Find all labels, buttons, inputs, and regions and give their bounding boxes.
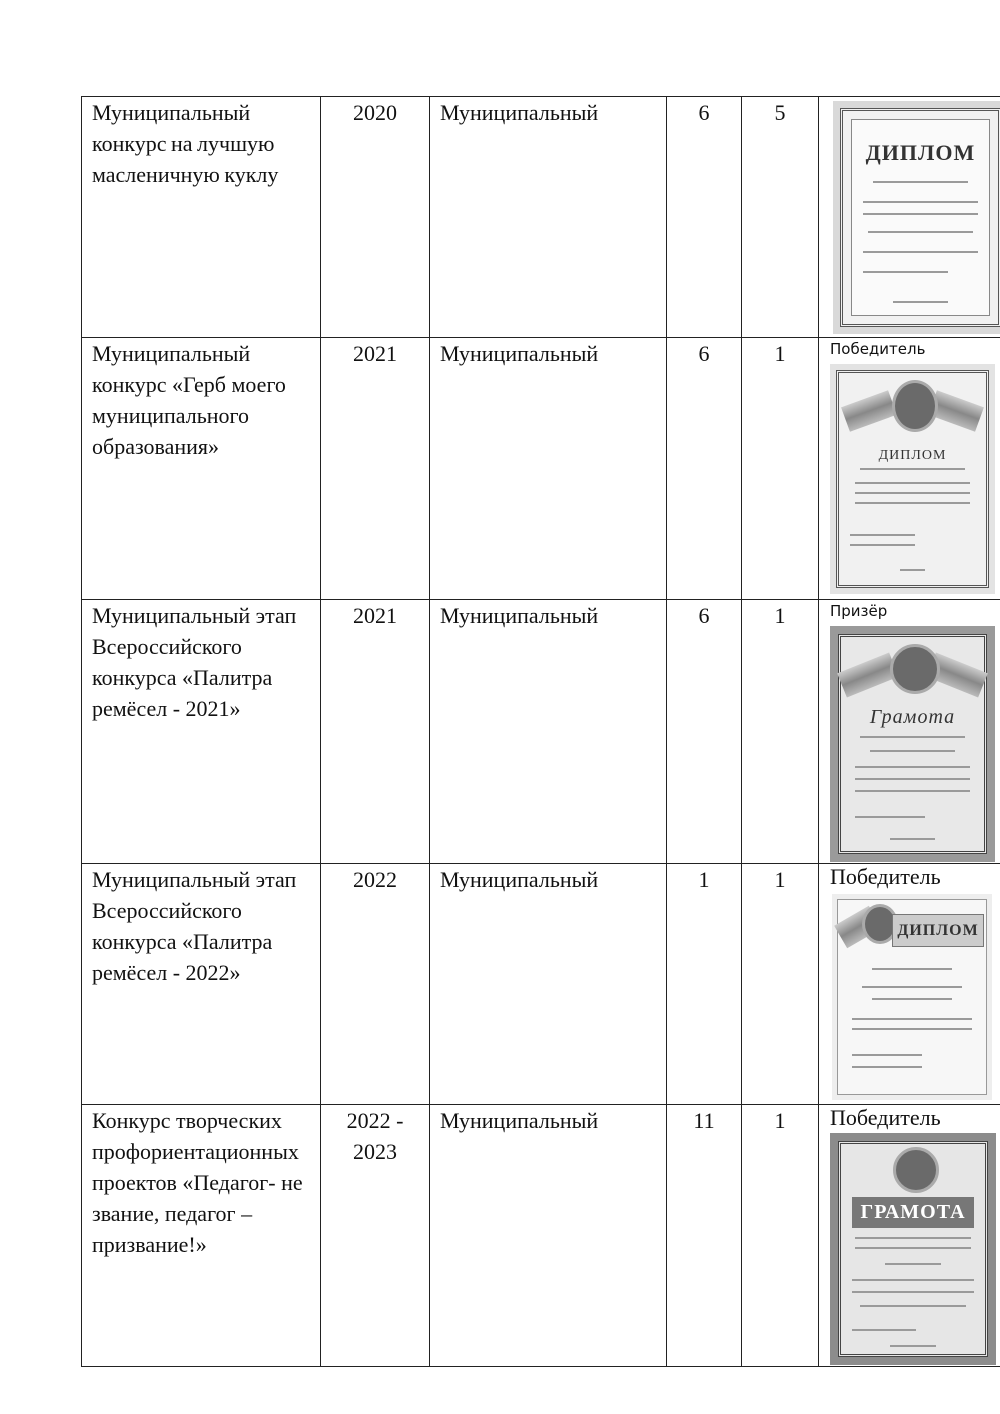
coat-of-arms-icon [893, 1147, 939, 1193]
year: 2021 [353, 603, 397, 628]
level-cell [430, 600, 667, 864]
grade: 11 [693, 1108, 715, 1133]
participants-count: 1 [774, 867, 786, 892]
competition-name-cell [82, 97, 321, 338]
award-status: Победитель [830, 1105, 941, 1130]
diploma-heading: Грамота [869, 706, 956, 728]
level: Муниципальный [440, 341, 599, 366]
grade: 6 [698, 341, 710, 366]
year-cell [321, 600, 430, 864]
grade-cell [667, 1105, 742, 1367]
coat-of-arms-icon [892, 380, 938, 432]
level-cell [430, 1105, 667, 1367]
results-table [81, 96, 1000, 1367]
award-status: Призёр [830, 602, 888, 620]
grade: 1 [698, 867, 710, 892]
participants-count: 5 [774, 100, 786, 125]
table-row [82, 338, 1000, 600]
year: 2022 [353, 867, 397, 892]
participants-cell [742, 600, 819, 864]
participants-cell [742, 1105, 819, 1367]
diploma-heading: ДИПЛОМ [878, 448, 947, 463]
award-status: Победитель [830, 340, 926, 358]
year-cell [321, 338, 430, 600]
competition-name-cell [82, 338, 321, 600]
year-cell [321, 97, 430, 338]
competition-name-cell [82, 864, 321, 1105]
award-cell [819, 600, 1000, 864]
participants-count: 1 [774, 603, 786, 628]
grade: 6 [698, 603, 710, 628]
grade-cell [667, 600, 742, 864]
level: Муниципальный [440, 867, 599, 892]
grade-cell [667, 864, 742, 1105]
level-cell [430, 864, 667, 1105]
competition-name: Муниципальный этап Всероссийского конкурса «Палитра ремёсел - 2022» [92, 867, 297, 985]
diploma-image [830, 364, 995, 594]
level-cell [430, 338, 667, 600]
award-cell [819, 97, 1000, 338]
year-cell [321, 864, 430, 1105]
competition-name-cell [82, 1105, 321, 1367]
table-row [82, 1105, 1000, 1367]
award-status: Победитель [830, 864, 941, 889]
level: Муниципальный [440, 603, 599, 628]
year: 2020 [353, 100, 397, 125]
coat-of-arms-icon [890, 644, 940, 694]
participants-count: 1 [774, 341, 786, 366]
diploma-heading: ДИПЛОМ [892, 914, 984, 947]
award-cell [819, 1105, 1000, 1367]
diploma-image [830, 626, 995, 862]
participants-cell [742, 97, 819, 338]
diploma-image [832, 894, 992, 1100]
diploma-image [833, 101, 1000, 334]
level-cell [430, 97, 667, 338]
diploma-heading: ГРАМОТА [852, 1197, 974, 1228]
level: Муниципальный [440, 100, 599, 125]
award-cell [819, 338, 1000, 600]
grade: 6 [698, 100, 710, 125]
participants-cell [742, 864, 819, 1105]
participants-count: 1 [774, 1108, 786, 1133]
grade-cell [667, 338, 742, 600]
year-cell [321, 1105, 430, 1367]
diploma-heading: ДИПЛОМ [865, 140, 976, 165]
award-cell [819, 864, 1000, 1105]
competition-name: Муниципальный этап Всероссийского конкурса «Палитра ремёсел - 2021» [92, 603, 297, 721]
participants-cell [742, 338, 819, 600]
competition-name-cell [82, 600, 321, 864]
year: 2022 - 2023 [346, 1108, 404, 1164]
grade-cell [667, 97, 742, 338]
competition-name: Конкурс творческих профориентационных проектов «Педагог- не звание, педагог – призвание!» [92, 1108, 303, 1257]
table-row [82, 97, 1000, 338]
competition-name: Муниципальный конкурс на лучшую масленичную куклу [92, 100, 279, 187]
table-row [82, 600, 1000, 864]
level: Муниципальный [440, 1108, 599, 1133]
year: 2021 [353, 341, 397, 366]
competition-name: Муниципальный конкурс «Герб моего муниципального образования» [92, 341, 286, 459]
diploma-image [830, 1133, 996, 1365]
table-row [82, 864, 1000, 1105]
